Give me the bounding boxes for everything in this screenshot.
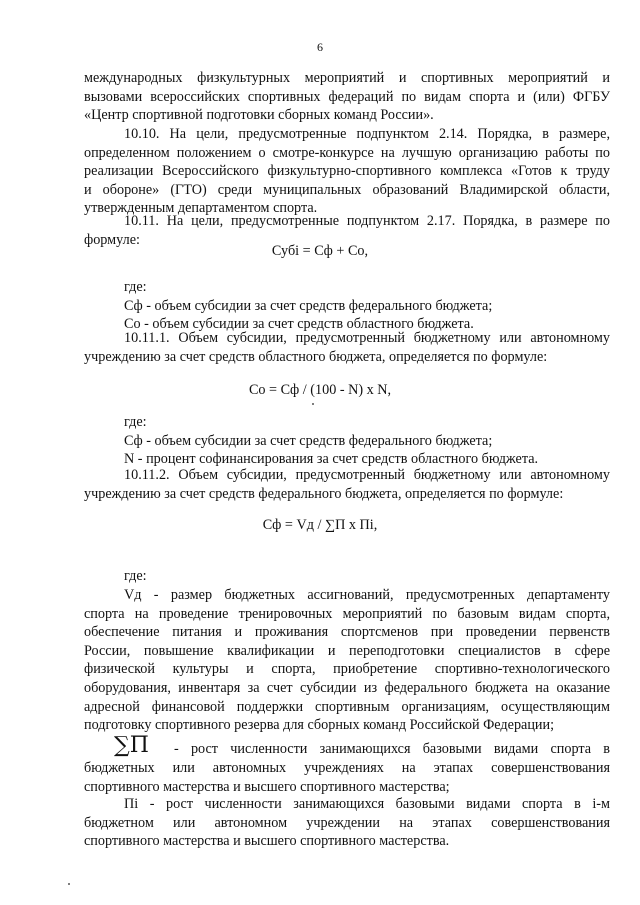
where-label: где: [124,414,147,430]
text-line: спортивного мастерства и высшего спортивного мастерства. [84,833,450,850]
text-line: обеспечение питания и проживания спортсменов при проведении первенств [84,624,610,641]
text-line: утвержденным департаментом спорта. [84,200,318,217]
text-line: 10.11. На цели, предусмотренные подпунктом 2.17. Порядка, в размере по [124,213,610,229]
text-line: Vд - размер бюджетных ассигнований, предусмотренных департаменту [124,587,610,603]
text-line: - рост численности занимающихся базовыми видами спорта в [174,741,610,757]
text-line: бюджетных или автономных учреждениях на этапах совершенствования [84,760,610,776]
paragraph-intro [84,69,610,125]
formula-total-subsidy: Субі = Сф + Со, [271,243,369,259]
text-line: спортивного мастерства и высшего спортивного мастерства; [84,778,450,795]
definition-line: Сф - объем субсидии за счет средств федерального бюджета; [124,297,493,314]
scan-speck [68,883,70,885]
text-line: бюджетном или автономном учреждении на этапах совершенствования [84,814,610,831]
definition-sum-p-rest [84,759,610,796]
definition-vd [84,586,610,735]
text-line: подготовку спортивного резерва для сборных команд Российской Федерации; [84,717,555,734]
text-line: адресной финансовой поддержки спортивным организациям, осуществляющим [84,698,610,715]
where-label: где: [124,568,147,584]
formula-federal-subsidy: Сф = Vд / ∑П х Пі, [262,517,378,533]
definition-line: N - процент софинансирования за счет средств областного бюджета. [124,451,539,468]
where-label-3 [84,567,610,586]
text-line: 10.11.1. Объем субсидии, предусмотренный бюджетному или автономному [124,330,610,346]
where-label: где: [124,279,147,295]
text-line: России, повышение квалификации и переподготовки специалистов в сфере [84,642,610,659]
text-line: формуле: [84,231,140,248]
definitions-2 [84,413,610,469]
text-line: учреждению за счет средств федерального бюджета, определяется по формуле: [84,485,564,502]
text-line: физической культуры и спорта, приобретение спортивно-технологического [84,661,610,678]
formula-regional-subsidy: Со = Сф / (100 - N) х N, [248,382,392,398]
text-line: международных физкультурных мероприятий и спортивных мероприятий и [84,70,610,86]
text-line: определенном положением о смотре-конкурсе на лучшую организацию работы по [84,144,610,161]
paragraph-10-10 [84,125,610,218]
text-line: и обороне» (ГТО) среди муниципальных образований Владимирской области, [84,181,610,198]
paragraph-10-11-2 [84,466,610,503]
scan-speck [312,403,314,405]
paragraph-10-11-1 [84,329,610,366]
sum-p-symbol: ∑П [114,733,149,758]
definition-pi [84,795,610,851]
text-line: оборудования, инвентаря за счет субсидии из федерального бюджета на оказание [84,679,610,696]
text-line: реализации Всероссийского физкультурно-спортивного комплекса «Готов к труду [84,163,610,180]
text-line: Пі - рост численности занимающихся базовыми видами спорта в і-м [124,796,610,812]
text-line: учреждению за счет средств областного бюджета, определяется по формуле: [84,348,548,365]
page-number: 6 [317,40,323,54]
definition-line: Сф - объем субсидии за счет средств федерального бюджета; [124,432,493,449]
definition-line: Со - объем субсидии за счет средств областного бюджета. [124,316,474,333]
text-line: 10.11.2. Объем субсидии, предусмотренный бюджетному или автономному [124,467,610,483]
definition-sum-p-first [174,740,610,759]
text-line: 10.10. На цели, предусмотренные подпунктом 2.14. Порядка, в размере, [124,126,610,142]
text-line: вызовами всероссийских спортивных федераций по видам спорта и (или) ФГБУ [84,88,610,105]
text-line: «Центр спортивной подготовки сборных команд России». [84,107,434,124]
definitions-1 [84,278,610,334]
text-line: спорта на проведение тренировочных мероприятий по базовым видам спорта, [84,605,610,622]
